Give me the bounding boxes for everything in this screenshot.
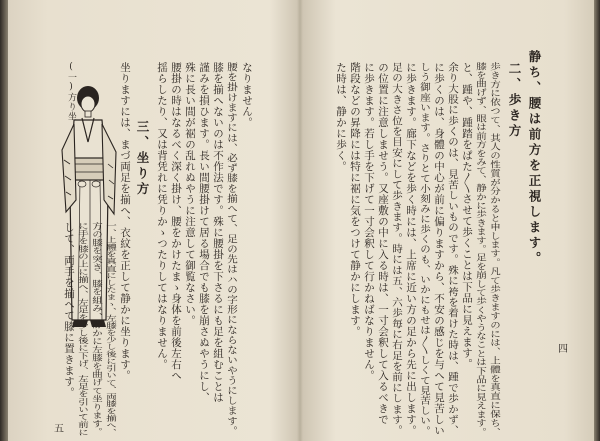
right-page-edge <box>594 0 600 441</box>
section-heading-sitting: 三、坐り方 <box>135 120 150 198</box>
right-line-1: 静ち、腰は前方を正視します。 <box>527 50 542 267</box>
right-line-10: の位置に注意しませう。又座敷の中に入る時は、一寸会釈して入るべきで <box>377 62 389 425</box>
right-line-5: 余り大股に歩くのは、見苦しいものです。殊に袴を着けた時は、踵で歩かず、 <box>447 62 459 436</box>
right-line-7: しう御座います。さりとて小刻みに歩くのも、いかにもせは〳〵しくて見苦しい。 <box>419 62 431 436</box>
left-line-10: 方の膝を突き、膝を組み、静かに左膝を曲げて坐ります。 <box>91 222 103 436</box>
right-line-8: に歩きます。廊下などを歩く時には、上席に近い方の足から先に出します。 <box>405 62 417 436</box>
left-page-edge <box>0 0 8 441</box>
illustration-caption: (一)方り坐 <box>66 62 76 121</box>
left-line-7: 揺らしたり、又は背凭れに凭りかゝつたりしてはなりません。 <box>156 62 168 370</box>
right-line-6: に歩くのは、身體の中心が前に偏りますから、不安の感じを与へて見苦しい <box>433 62 445 436</box>
right-page-number: 四 <box>558 344 568 355</box>
left-line-6: 腰掛の時はなるべく深く掛け、腰をかけたまゝ身体を前後左右へ <box>170 62 182 381</box>
left-line-11: に手を膝の上に揃へ、左足を少し後に下げ、左足を引いて前に <box>77 222 89 437</box>
left-line-1: なりません。 <box>241 62 253 128</box>
right-line-4: と、踵や、踵踏をぱた〳〵させて歩くことは下品に見えます。 <box>461 62 473 370</box>
left-line-2: 腰を掛けますには、必ず膝を揃へて、足の先はハの字形にならないやうにします。 <box>226 62 238 437</box>
right-line-11: に歩きます。若し手を下げて一寸会釈して行かねばなりません。 <box>363 62 375 381</box>
right-line-13: た時は、静かに歩く。 <box>335 62 347 172</box>
left-line-9: 一、上體を真直にしたまゝ、左膝を少し後に引いて、両膝を揃へ、 <box>105 222 117 436</box>
right-line-2: 歩き方に依つて、其人の性質が分かると申します。凡て歩きますのには、上體を真直に保ち、 <box>489 62 501 437</box>
left-line-4: 謹みを損ひます。長い間腰掛けて居る場合でも膝を崩さぬやうにし、 <box>198 62 210 403</box>
left-page-number: 五 <box>54 424 64 435</box>
left-line-3: 膝を揃へないのは不作法です。殊に腰掛を下さるにも足を組むことは <box>212 62 224 403</box>
left-line-12: して、両手を揃へて膝に置きます。 <box>63 222 75 398</box>
right-line-12: 階段などの昇降には特に裾に気をつけて静かにします。 <box>349 62 361 337</box>
left-line-8: 坐りますには、まづ両足を揃へ、衣紋を正して静かに坐ります。 <box>119 62 131 381</box>
section-heading-walking: 二、歩き方 <box>507 62 522 140</box>
left-line-5: 殊に長い間が裾の乱れぬやうに注意して御覧なさい。 <box>184 62 196 326</box>
right-line-9: 足の大きさ位を目安にして歩きます。時には五、六歩毎に右足を前にします。 <box>391 62 403 436</box>
right-line-3: 膝を曲げず、眼は前方をみて、静かに歩きます。足を崩して歩くやうなことは下品に見えます。 <box>475 62 487 437</box>
